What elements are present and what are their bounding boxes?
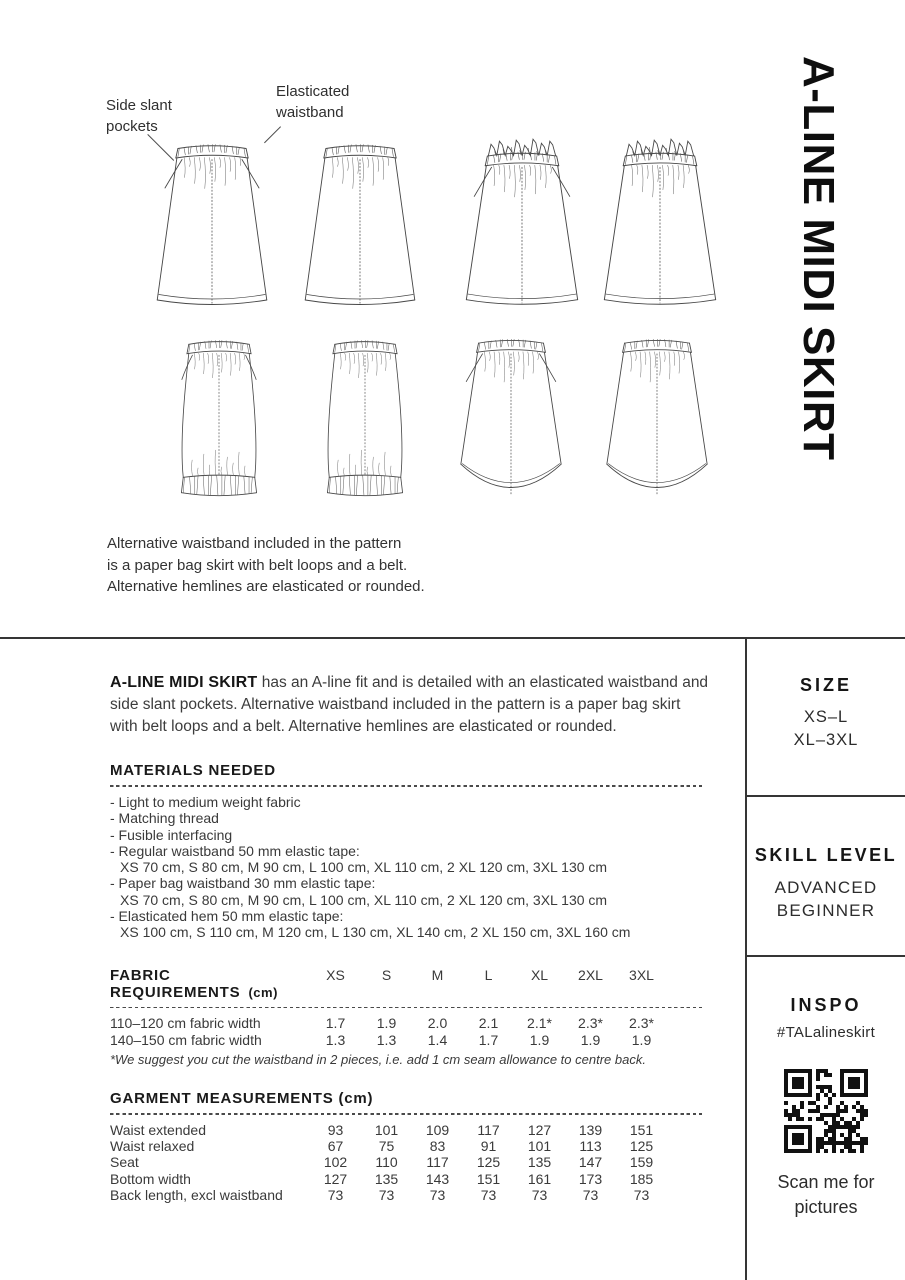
size-range: XS–L bbox=[803, 708, 849, 726]
garment-measurements-heading: GARMENT MEASUREMENTS (cm) bbox=[110, 1090, 374, 1108]
fabric-requirements-unit: (cm) bbox=[248, 984, 278, 1000]
cell: 101 bbox=[374, 1121, 399, 1138]
table-row bbox=[110, 1171, 702, 1187]
table-row bbox=[110, 1032, 702, 1049]
cell: 159 bbox=[629, 1154, 654, 1171]
cell: 143 bbox=[425, 1170, 450, 1187]
cell: 93 bbox=[327, 1121, 344, 1138]
cell: 67 bbox=[327, 1138, 344, 1155]
table-row bbox=[110, 1122, 702, 1138]
materials-item: - Matching thread bbox=[110, 810, 219, 827]
cell: 73 bbox=[378, 1187, 395, 1204]
description-body: has an A-line fit and is detailed with an elasticated waistband and side slant pockets. Alternative waistband included in the pattern is a paper bag skirt with belt loops and a belt. Alternative hemlines are elasticated or rounded. bbox=[110, 674, 709, 735]
table-row bbox=[110, 1015, 702, 1032]
row-label: Waist extended bbox=[110, 1121, 206, 1138]
cell: 1.9 bbox=[631, 1032, 652, 1049]
skill-level-box bbox=[747, 795, 905, 922]
cell: 125 bbox=[476, 1154, 501, 1171]
inspo-hashtag: #TALalineskirt bbox=[776, 1024, 876, 1041]
cell: 1.7 bbox=[478, 1032, 499, 1049]
description-lead: A-LINE MIDI SKIRT bbox=[110, 674, 258, 691]
skill-level-value: ADVANCED bbox=[774, 878, 878, 897]
skirt-front-elasticated-hem-drawing bbox=[164, 331, 274, 509]
pattern-title-vertical: A-LINE MIDI SKIRT bbox=[794, 56, 843, 461]
cell: 91 bbox=[480, 1138, 497, 1155]
inspo-box bbox=[747, 955, 905, 1220]
size-col-header: 2XL bbox=[578, 966, 603, 983]
dashed-divider bbox=[110, 785, 702, 787]
cell: 73 bbox=[429, 1187, 446, 1204]
cell: 1.3 bbox=[325, 1032, 346, 1049]
table-row bbox=[110, 1138, 702, 1154]
size-heading: SIZE bbox=[799, 675, 852, 695]
skirt-back-elasticated-waistband-drawing bbox=[298, 135, 422, 315]
size-col-header: 3XL bbox=[629, 966, 654, 983]
cell: 151 bbox=[629, 1121, 654, 1138]
cell: 113 bbox=[579, 1138, 602, 1155]
info-column bbox=[110, 639, 709, 1204]
cell: 73 bbox=[582, 1187, 599, 1204]
cell: 109 bbox=[425, 1121, 450, 1138]
cell: 1.9 bbox=[529, 1032, 550, 1049]
cell: 73 bbox=[633, 1187, 650, 1204]
size-col-header: M bbox=[431, 966, 444, 983]
materials-item-detail: XS 70 cm, S 80 cm, M 90 cm, L 100 cm, XL 110 cm, 2 XL 120 cm, 3XL 130 cm bbox=[120, 859, 608, 876]
dashed-divider bbox=[110, 1007, 702, 1009]
cell: 1.3 bbox=[376, 1032, 397, 1049]
row-label: Waist relaxed bbox=[110, 1138, 195, 1155]
cell: 2.0 bbox=[427, 1015, 448, 1032]
materials-list bbox=[110, 794, 702, 941]
skirt-back-paperbag-waistband-drawing bbox=[597, 131, 723, 315]
drawings-caption: Alternative waistband included in the pattern is a paper bag skirt with belt loops and a belt. Alternative hemlines are elasticated or rounded. bbox=[107, 535, 425, 595]
row-label: 140–150 cm fabric width bbox=[110, 1032, 262, 1049]
materials-item: - Regular waistband 50 mm elastic tape: bbox=[110, 842, 360, 859]
qr-code bbox=[784, 1069, 868, 1153]
cell: 125 bbox=[629, 1138, 654, 1155]
cell: 2.3* bbox=[629, 1015, 654, 1032]
cell: 117 bbox=[477, 1121, 500, 1138]
skirt-front-paperbag-waistband-drawing bbox=[459, 131, 585, 315]
cell: 75 bbox=[378, 1138, 395, 1155]
cell: 73 bbox=[480, 1187, 497, 1204]
cell: 110 bbox=[375, 1154, 398, 1171]
size-col-header: L bbox=[484, 966, 493, 983]
qr-scan-label: Scan me for pictures bbox=[777, 1172, 875, 1217]
row-label: Seat bbox=[110, 1154, 139, 1171]
cell: 1.9 bbox=[580, 1032, 601, 1049]
materials-item: - Fusible interfacing bbox=[110, 826, 233, 843]
cell: 117 bbox=[426, 1154, 449, 1171]
fabric-requirements-table bbox=[110, 967, 702, 1068]
garment-measurements-table bbox=[110, 1090, 702, 1203]
size-range: XL–3XL bbox=[793, 731, 859, 749]
cell: 127 bbox=[323, 1170, 348, 1187]
side-slant-pockets-label: Side slant pockets bbox=[106, 97, 172, 135]
skirt-front-rounded-hem-drawing bbox=[452, 330, 570, 505]
cell: 2.1 bbox=[478, 1015, 499, 1032]
materials-heading: MATERIALS NEEDED bbox=[110, 762, 276, 780]
row-label: 110–120 cm fabric width bbox=[110, 1015, 261, 1032]
cell: 1.4 bbox=[427, 1032, 448, 1049]
inspo-heading: INSPO bbox=[790, 995, 862, 1015]
cell: 1.9 bbox=[376, 1015, 397, 1032]
skirt-front-elasticated-waistband-drawing bbox=[150, 135, 274, 315]
cell: 83 bbox=[429, 1138, 446, 1155]
row-label: Bottom width bbox=[110, 1170, 191, 1187]
cell: 2.3* bbox=[578, 1015, 603, 1032]
cell: 102 bbox=[323, 1154, 348, 1171]
dashed-divider bbox=[110, 1113, 702, 1115]
table-row bbox=[110, 1154, 702, 1170]
cell: 2.1* bbox=[527, 1015, 552, 1032]
materials-item-detail: XS 100 cm, S 110 cm, M 120 cm, L 130 cm, XL 140 cm, 2 XL 150 cm, 3XL 160 cm bbox=[120, 924, 631, 941]
cell: 101 bbox=[527, 1138, 552, 1155]
materials-item: - Light to medium weight fabric bbox=[110, 793, 301, 810]
size-col-header: S bbox=[381, 966, 392, 983]
skirt-back-elasticated-hem-drawing bbox=[310, 331, 420, 509]
cell: 147 bbox=[578, 1154, 603, 1171]
materials-item-detail: XS 70 cm, S 80 cm, M 90 cm, L 100 cm, XL 110 cm, 2 XL 120 cm, 3XL 130 cm bbox=[120, 891, 608, 908]
cell: 73 bbox=[531, 1187, 548, 1204]
size-col-header: XL bbox=[530, 966, 549, 983]
cell: 185 bbox=[629, 1170, 654, 1187]
table-row bbox=[110, 1187, 702, 1203]
size-col-header: XS bbox=[326, 966, 345, 983]
cell: 135 bbox=[374, 1170, 399, 1187]
cell: 161 bbox=[527, 1170, 552, 1187]
skill-level-value: BEGINNER bbox=[776, 901, 876, 920]
fabric-requirements-heading: FABRIC REQUIREMENTS bbox=[110, 966, 241, 1001]
fabric-footnote: *We suggest you cut the waistband in 2 pieces, i.e. add 1 cm seam allowance to centre back. bbox=[110, 1052, 646, 1068]
materials-item: - Paper bag waistband 30 mm elastic tape: bbox=[110, 875, 376, 892]
cell: 151 bbox=[476, 1170, 501, 1187]
fabric-table-header-row bbox=[110, 967, 702, 1001]
skill-level-heading: SKILL LEVEL bbox=[754, 845, 898, 865]
cell: 173 bbox=[578, 1170, 603, 1187]
elasticated-waistband-label: Elasticated waistband bbox=[276, 83, 350, 121]
materials-item: - Elasticated hem 50 mm elastic tape: bbox=[110, 908, 344, 925]
row-label: Back length, excl waistband bbox=[110, 1187, 283, 1204]
cell: 127 bbox=[527, 1121, 552, 1138]
size-box bbox=[747, 637, 905, 752]
cell: 139 bbox=[578, 1121, 603, 1138]
cell: 73 bbox=[327, 1187, 344, 1204]
cell: 1.7 bbox=[325, 1015, 346, 1032]
skirt-back-rounded-hem-drawing bbox=[598, 330, 716, 505]
cell: 135 bbox=[527, 1154, 552, 1171]
description bbox=[110, 672, 710, 737]
